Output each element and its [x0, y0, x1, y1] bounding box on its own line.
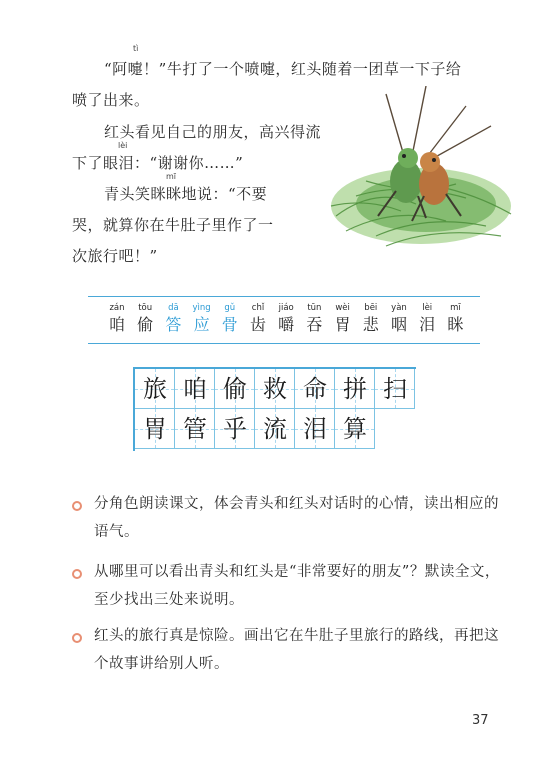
- writing-cell: [215, 369, 255, 409]
- vocab-char: 胃: [334, 315, 351, 334]
- writing-char: 管: [183, 415, 207, 443]
- vocab-item: [299, 302, 329, 336]
- story-line-6: 哭，就算你在牛肚子里作了一: [72, 216, 274, 234]
- crickets-illustration: [316, 86, 516, 254]
- vocab-char: 泪: [419, 315, 436, 334]
- vocab-pinyin: bēi: [364, 303, 378, 313]
- vocab-pinyin: gǔ: [224, 303, 236, 313]
- writing-cell: [175, 369, 215, 409]
- story-line-2: 喷了出来。: [72, 91, 150, 109]
- bullet-icon: [72, 501, 82, 511]
- pinyin-mi: mī: [166, 172, 177, 181]
- writing-cell: [295, 409, 335, 449]
- vocab-item: [328, 302, 358, 336]
- writing-char: 救: [263, 375, 287, 403]
- writing-char: 扫: [383, 375, 407, 403]
- vocab-pinyin: tōu: [138, 303, 153, 313]
- vocab-char: 悲: [362, 315, 379, 334]
- task-1-line-2: 语气。: [94, 524, 139, 540]
- vocab-char: 吞: [306, 315, 323, 334]
- writing-grid: [133, 367, 416, 451]
- vocab-item: [215, 302, 245, 336]
- vocab-item: [271, 302, 301, 336]
- pinyin-lei: lèi: [118, 141, 128, 150]
- writing-cell: [375, 369, 415, 409]
- vocab-pinyin: mī: [450, 303, 461, 313]
- bullet-icon: [72, 569, 82, 579]
- vocab-pinyin: yàn: [391, 303, 407, 313]
- page-number: 37: [472, 713, 489, 728]
- vocab-item: [356, 302, 386, 336]
- story-line-7: 次旅行吧！”: [72, 247, 158, 265]
- vocab-item: [158, 302, 188, 336]
- writing-char: 偷: [223, 375, 247, 403]
- vocab-char: 答: [165, 315, 182, 334]
- task-3-line-1: 红头的旅行真是惊险。画出它在牛肚子里旅行的路线，再把这: [94, 628, 499, 644]
- vocab-char: 嚼: [278, 315, 295, 334]
- vocab-item: [384, 302, 414, 336]
- vocab-item: [440, 302, 470, 336]
- vocab-char: 咽: [390, 315, 407, 334]
- writing-cell: [255, 409, 295, 449]
- vocab-pinyin: chǐ: [251, 303, 265, 313]
- writing-cell: [335, 369, 375, 409]
- vocab-item: [102, 302, 132, 336]
- vocab-item: [243, 302, 273, 336]
- writing-cell: [255, 369, 295, 409]
- task-2: [72, 564, 512, 624]
- story-line-3: 红头看见自己的朋友，高兴得流: [104, 123, 322, 141]
- vocab-pinyin: tūn: [307, 303, 322, 313]
- vocab-char: 眯: [447, 315, 464, 334]
- story-line-4: 下了眼泪：“谢谢你……”: [72, 154, 244, 172]
- vocab-pinyin: zán: [109, 303, 125, 313]
- vocab-item: [130, 302, 160, 336]
- vocab-char: 咱: [108, 315, 125, 334]
- story-line-1b: 嚏！”牛打了一个喷嚏，红头随着一团草一下子给: [127, 60, 462, 78]
- vocab-item: [187, 302, 217, 336]
- writing-cell: [135, 409, 175, 449]
- story-line-5: 青头笑眯眯地说：“不要: [104, 185, 268, 203]
- task-1: [72, 496, 512, 556]
- task-3-line-2: 个故事讲给别人听。: [94, 656, 229, 672]
- vocab-item: [412, 302, 442, 336]
- task-1-line-1: 分角色朗读课文，体会青头和红头对话时的心情，读出相应的: [94, 496, 499, 512]
- writing-cell: [335, 409, 375, 449]
- writing-char: 咱: [183, 375, 207, 403]
- vocab-char: 偷: [137, 315, 154, 334]
- vocab-pinyin: yìng: [192, 303, 211, 313]
- writing-char: 旅: [143, 375, 167, 403]
- writing-char: 胃: [143, 415, 167, 443]
- writing-cell: [295, 369, 335, 409]
- story-line-1a: “阿: [104, 60, 128, 78]
- vocab-pinyin: lèi: [422, 303, 433, 313]
- vocab-pinyin: jiáo: [278, 303, 294, 313]
- vocab-char: 应: [193, 315, 210, 334]
- writing-cell: [175, 409, 215, 449]
- task-3: [72, 628, 512, 688]
- writing-char: 乎: [223, 415, 247, 443]
- writing-char: 流: [263, 415, 287, 443]
- vocab-pinyin: wèi: [335, 303, 350, 313]
- writing-cell: [215, 409, 255, 449]
- task-2-line-2: 至少找出三处来说明。: [94, 592, 244, 608]
- vocab-char: 骨: [221, 315, 238, 334]
- vocab-char: 齿: [249, 315, 266, 334]
- writing-cell: [135, 369, 175, 409]
- writing-char: 算: [343, 415, 367, 443]
- writing-char: 命: [303, 375, 327, 403]
- bullet-icon: [72, 633, 82, 643]
- writing-char: 泪: [303, 415, 327, 443]
- vocab-row: [88, 296, 480, 344]
- vocab-pinyin: dā: [168, 303, 179, 313]
- task-2-line-1: 从哪里可以看出青头和红头是“非常要好的朋友”？默读全文，: [94, 564, 500, 580]
- pinyin-ti: tì: [133, 44, 139, 53]
- story-line-1: [104, 58, 461, 79]
- writing-char: 拼: [343, 375, 367, 403]
